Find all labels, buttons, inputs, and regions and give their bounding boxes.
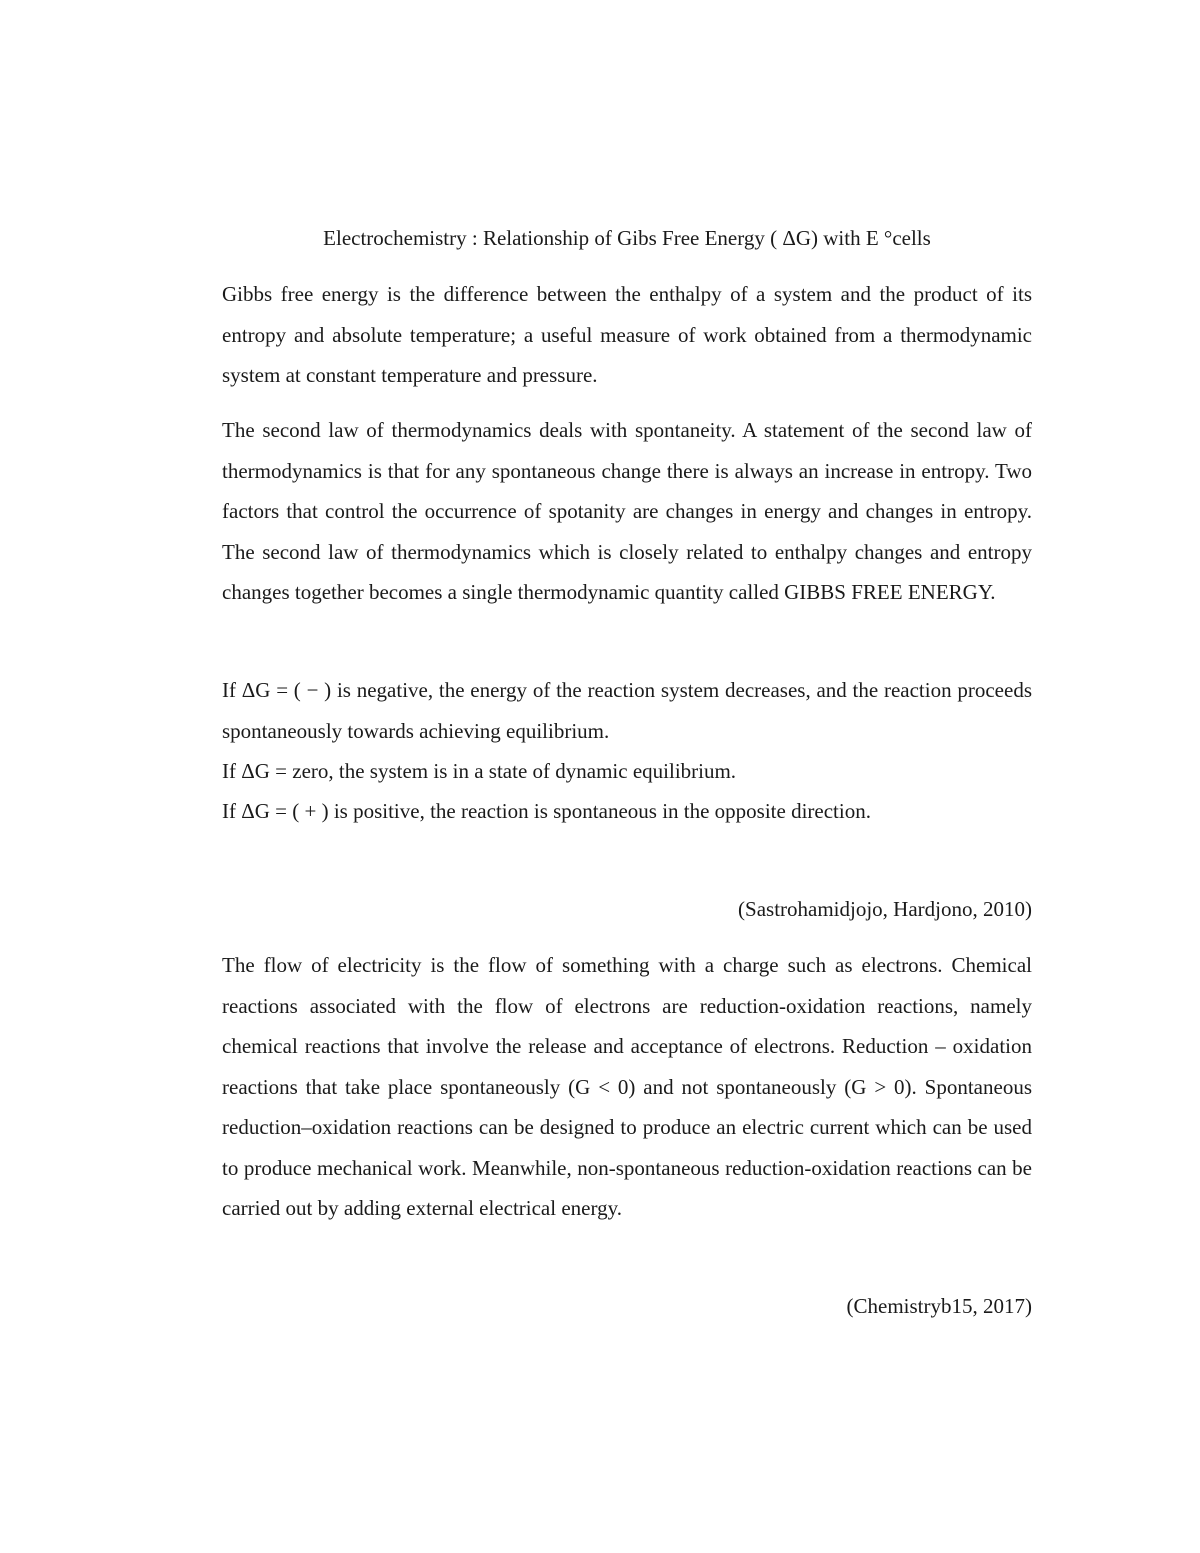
citation-sastrohamidjojo: (Sastrohamidjojo, Hardjono, 2010): [738, 897, 1032, 921]
paragraph-delta-g-zero: If ΔG = zero, the system is in a state of dynamic equilibrium.: [222, 759, 737, 783]
paragraph-delta-g-negative: If ΔG = ( − ) is negative, the energy of the reaction system decreases, and the reaction proceeds spontaneously towards achieving equilibrium.: [222, 678, 1032, 743]
document-title: Electrochemistry : Relationship of Gibs Free Energy ( ΔG) with E °cells: [323, 226, 931, 250]
paragraph-second-law: The second law of thermodynamics deals with spontaneity. A statement of the second law of thermodynamics is that for any spontaneous change there is always an increase in entropy. Two factors that control the occurrence of spotanity are changes in energy and changes in entropy. The second law of thermodynamics which is closely related to enthalpy changes and entropy changes together becomes a single thermodynamic quantity called GIBBS FREE ENERGY.: [222, 418, 1032, 604]
citation-chemistryb15: (Chemistryb15, 2017): [846, 1294, 1032, 1318]
paragraph-gibbs-definition: Gibbs free energy is the difference between the enthalpy of a system and the product of its entropy and absolute temperature; a useful measure of work obtained from a thermodynamic system at constant temperature and pressure.: [222, 282, 1032, 387]
paragraph-electricity-flow: The flow of electricity is the flow of something with a charge such as electrons. Chemical reactions associated with the flow of electrons are reduction-oxidation reactions, namely chemical reactions that involve the release and acceptance of electrons. Reduction – oxidation reactions that take place spontaneously (G < 0) and not spontaneously (G > 0). Spontaneous reduction–oxidation reactions can be designed to produce an electric current which can be used to produce mechanical work. Meanwhile, non-spontaneous reduction-oxidation reactions can be carried out by adding external electrical energy.: [222, 953, 1032, 1220]
paragraph-delta-g-positive: If ΔG = ( + ) is positive, the reaction is spontaneous in the opposite direction.: [222, 799, 871, 823]
